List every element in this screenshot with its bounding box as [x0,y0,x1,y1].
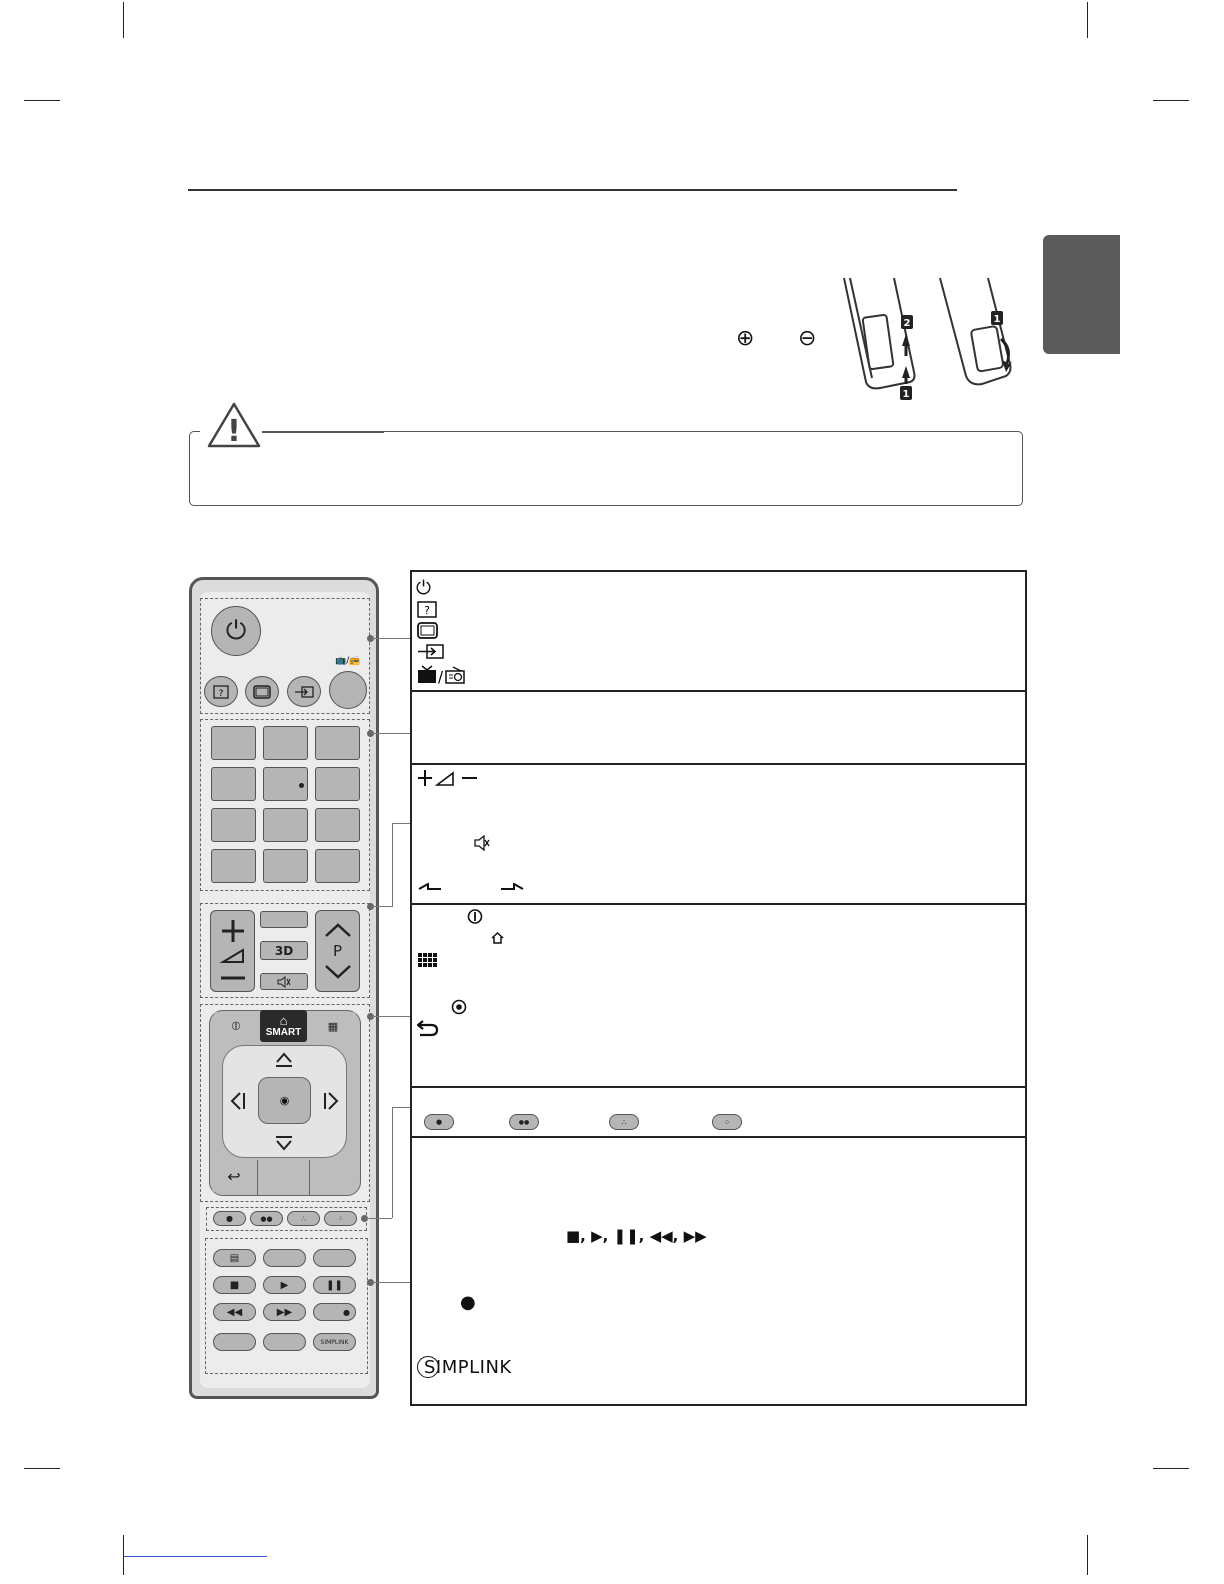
caution-header-line [262,431,384,433]
text-key: ▤ [213,1249,256,1267]
volume-icon [417,768,479,788]
leader-line [371,733,411,734]
leader-line [392,1107,411,1108]
header-rule [188,189,957,191]
page-label: P [332,942,343,960]
crop-mark [1087,2,1088,38]
yellow-key: ∴ [287,1211,320,1226]
number-key [315,767,360,801]
red-key-icon: ● [424,1114,454,1130]
crop-mark [1153,1468,1189,1469]
pause-key: ❚❚ [313,1276,356,1294]
leader-line [371,1016,411,1017]
q-menu-button: ⦶ [214,1012,258,1040]
tv-radio-button [329,671,367,709]
leader-line [371,638,411,639]
battery-cover-illustration [836,276,1026,406]
leader-line [365,1218,392,1219]
leader-line [392,823,393,907]
back-button: ↩ [212,1160,256,1192]
panel-divider [412,1086,1025,1088]
nav-divider [257,1160,258,1196]
tv-radio-icon [417,665,465,684]
media-control-icons: ■, ▶, ❚❚, ◀◀, ▶▶ [566,1227,707,1245]
blank-media-key [263,1333,306,1351]
my-apps-button: ▦ [310,1012,356,1040]
footer-link-line [124,1556,267,1557]
channel-rocker [315,910,360,992]
battery-plus-symbol: ⊕ [736,326,755,351]
blank-key [260,911,308,928]
svg-text:?: ? [424,604,430,617]
number-key [315,726,360,760]
my-apps-icon [418,953,438,971]
mute-button [260,973,308,990]
3d-button: 3D [260,941,308,960]
help-button [204,676,238,707]
svg-text:!: ! [227,414,241,449]
number-key [211,767,256,801]
leader-line [371,906,392,907]
ok-button [258,1077,311,1124]
leader-line [371,1282,411,1283]
mute-icon [474,835,490,851]
input-icon [294,686,314,698]
number-key-dot [299,783,304,788]
blank-media-key [213,1333,256,1351]
help-icon [213,685,229,699]
number-key [315,849,360,883]
yellow-key-icon: ∴ [609,1114,639,1130]
number-key [211,849,256,883]
panel-divider [412,1136,1025,1138]
stop-key: ■ [213,1276,256,1294]
fast-forward-key: ▶▶ [263,1303,306,1321]
q-menu-icon [467,908,483,925]
input-icon [417,644,444,659]
ratio-icon [417,622,438,639]
home-icon: ⌂ [279,1013,288,1028]
leader-line [392,1107,393,1218]
caution-triangle-icon [206,401,262,449]
ok-icon [451,999,467,1015]
blue-key: ⁘ [324,1211,357,1226]
svg-text:1: 1 [902,389,910,400]
crop-mark [123,2,124,38]
number-key [211,726,256,760]
ratio-button [245,676,279,707]
simplink-logo [417,1356,512,1378]
svg-text:1: 1 [993,314,1001,325]
number-key [211,808,256,842]
svg-text:?: ? [218,688,224,699]
rewind-key: ◀◀ [213,1303,256,1321]
power-icon: ⏻ [416,577,432,599]
volume-icon [216,916,250,986]
crop-mark [24,1468,60,1469]
number-key [263,726,308,760]
mute-icon [277,976,291,988]
leader-line [392,823,411,824]
home-icon [490,931,505,945]
key-description-panel [410,570,1027,1406]
page-right-icon [500,883,524,891]
simplink-key: SIMPLINK [313,1333,356,1351]
record-icon: ● [460,1292,476,1313]
green-key: ●● [250,1211,283,1226]
panel-divider [412,690,1025,692]
svg-text:2: 2 [903,318,911,329]
svg-text:/: / [438,668,444,684]
blue-key-icon: ⁘ [712,1114,742,1130]
page-left-icon [418,883,442,891]
nav-divider [309,1160,310,1196]
record-key: ● [313,1303,356,1321]
subtitle-key [313,1249,356,1267]
help-icon [417,601,437,618]
tv-radio-label: 📺/📻 [335,656,361,666]
crop-mark [1153,100,1189,101]
ratio-icon [253,685,271,699]
panel-divider [412,763,1025,765]
chevron-down-icon [323,964,353,980]
green-key-icon: ●● [509,1114,539,1130]
battery-minus-symbol: ⊖ [798,326,817,351]
caution-box [189,431,1023,506]
input-button [287,676,321,707]
t-opt-key [263,1249,306,1267]
panel-divider [412,903,1025,905]
number-key [263,808,308,842]
chapter-tab [1043,235,1120,354]
red-key: ● [213,1211,246,1226]
volume-rocker [210,910,255,992]
chevron-up-icon [323,922,353,938]
crop-mark [24,100,60,101]
number-key [315,808,360,842]
smart-home-button [260,1010,307,1042]
ok-icon: ◉ [279,1095,290,1107]
back-icon [417,1019,439,1037]
crop-mark [1087,1535,1088,1575]
number-key [263,849,308,883]
power-button: ⏻ [211,606,261,656]
crop-mark [123,1535,124,1575]
smart-label: SMART [265,1027,302,1038]
play-key: ▶ [263,1276,306,1294]
simplink-label: SIMPLINK [424,1356,512,1378]
